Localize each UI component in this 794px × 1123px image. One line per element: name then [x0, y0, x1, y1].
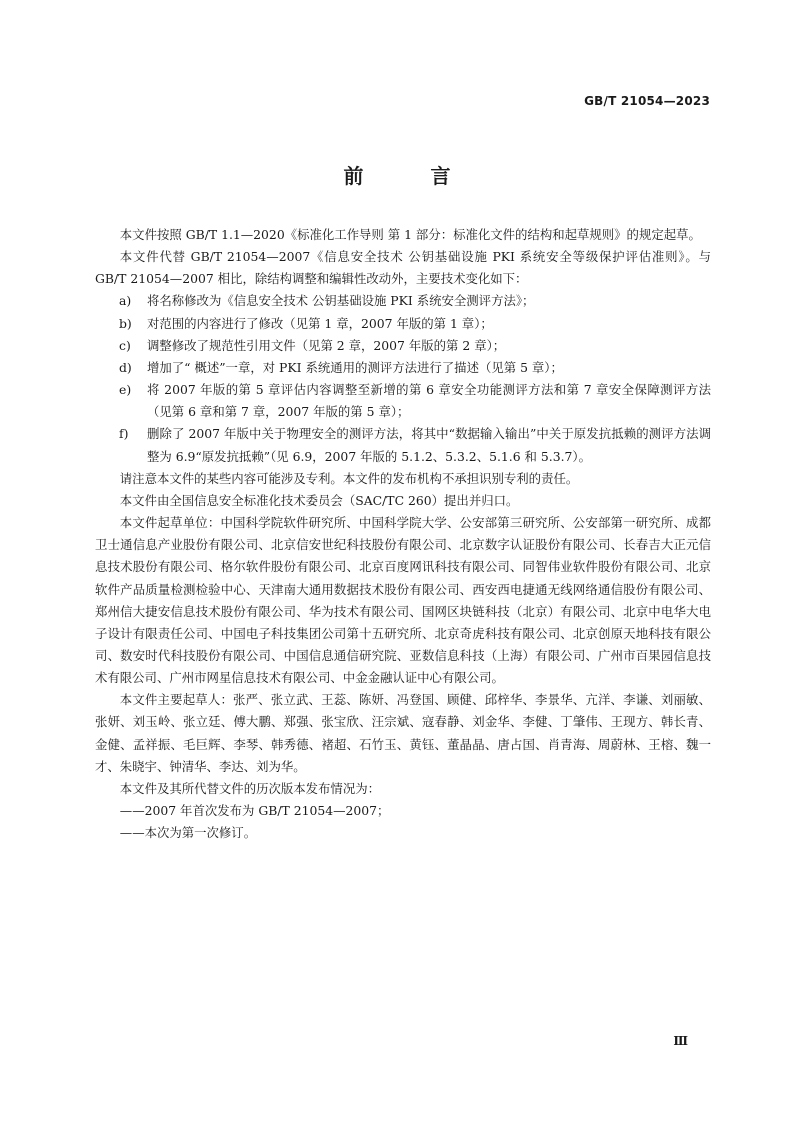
- page-title: 前 言: [343, 164, 481, 188]
- paragraph-drafting-units: 本文件起草单位：中国科学院软件研究所、中国科学院大学、公安部第三研究所、公安部第一研究所、成都卫士通信息产业股份有限公司、北京信安世纪科技股份有限公司、北京数字认证股份有限公司、长春吉大正元信息技术股份有限公司、格尔软件股份有限公司、北京百度网讯科技有限公司、同智伟业软件股份有限公司、北京软件产品质量检测检验中心、天津南大通用数据技术股份有限公司、西安西电捷通无线网络通信股份有限公司、郑州信大捷安信息技术股份有限公司、华为技术有限公司、国网区块链科技（北京）有限公司、北京中电华大电子设计有限责任公司、中国电子科技集团公司第十五研究所、北京奇虎科技有限公司、北京创原天地科技有限公司、数安时代科技股份有限公司、中国信息通信研究院、亚数信息科技（上海）有限公司、广州市百果园信息技术有限公司、广州市网星信息技术有限公司、中金金融认证中心有限公司。: [95, 515, 711, 686]
- list-item-label: d): [119, 359, 132, 375]
- list-item-label: e): [119, 382, 132, 398]
- list-item-label: f): [119, 426, 129, 442]
- paragraph-drafters: 本文件主要起草人：张严、张立武、王蕊、陈妍、冯登国、顾健、邱梓华、李景华、亢洋、李谦、刘丽敏、张妍、刘玉岭、张立廷、傅大鹏、郑强、张宝欣、汪宗斌、寇春静、刘金华、李健、丁肇伟、王现方、韩长青、金健、孟祥振、毛巨辉、李琴、韩秀德、褚超、石竹玉、黄钰、董晶晶、唐占国、肖青海、周蔚林、王榕、魏一才、朱晓宇、钟清华、李达、刘为华。: [95, 692, 711, 774]
- paragraph-proposer: 本文件由全国信息安全标准化技术委员会（SAC/TC 260）提出并归口。: [119, 492, 519, 508]
- paragraph-history-intro: 本文件及其所代替文件的历次版本发布情况为：: [119, 780, 380, 796]
- list-item-label: c): [119, 337, 131, 353]
- history-item: ——2007 年首次发布为 GB/T 21054—2007；: [119, 803, 390, 819]
- list-item-label: a): [119, 293, 132, 309]
- page-number: Ⅲ: [673, 1034, 688, 1048]
- list-item-text: 删除了 2007 年版中关于物理安全的测评方法，将其中“数据输入输出”中关于原发抗抵赖的测评方法调整为 6.9“原发抗抵赖”（见 6.9，2007 年版的 5.1.2、5.3.2、5.1.6 和 5.3.7）。: [147, 426, 711, 464]
- list-item-text: 调整修改了规范性引用文件（见第 2 章，2007 年版的第 2 章）；: [147, 337, 506, 353]
- list-item: [95, 335, 711, 357]
- list-item-text: 增加了“ 概述”一章，对 PKI 系统通用的测评方法进行了描述（见第 5 章）；: [147, 359, 563, 375]
- paragraph-drafting-rules: 本文件按照 GB/T 1.1—2020《标准化工作导则 第 1 部分：标准化文件的结构和起草规则》的规定起草。: [119, 227, 701, 242]
- standard-number: GB/T 21054—2023: [584, 94, 710, 108]
- list-item-text: 将名称修改为《信息安全技术 公钥基础设施 PKI 系统安全测评方法》；: [147, 293, 535, 309]
- list-item: [95, 290, 711, 312]
- history-item: ——本次为第一次修订。: [119, 825, 257, 841]
- paragraph-patent-notice: 请注意本文件的某些内容可能涉及专利。本文件的发布机构不承担识别专利的责任。: [119, 470, 579, 486]
- list-item: [95, 357, 711, 379]
- paragraph-replacement: 本文件代替 GB/T 21054—2007《信息安全技术 公钥基础设施 PKI 系统安全等级保护评估准则》。与 GB/T 21054—2007 相比，除结构调整和编辑性改动外，主要技术变化如下：: [95, 249, 711, 287]
- list-item-text: 将 2007 年版的第 5 章评估内容调整至新增的第 6 章安全功能测评方法和第 7 章安全保障测评方法（见第 6 章和第 7 章，2007 年版的第 5 章）；: [147, 382, 711, 420]
- list-item: [95, 423, 711, 467]
- list-item-text: 对范围的内容进行了修改（见第 1 章，2007 年版的第 1 章）；: [147, 315, 493, 331]
- document-body: [95, 224, 711, 844]
- list-item-label: b): [119, 315, 132, 331]
- list-item: [95, 313, 711, 335]
- list-item: [95, 379, 711, 423]
